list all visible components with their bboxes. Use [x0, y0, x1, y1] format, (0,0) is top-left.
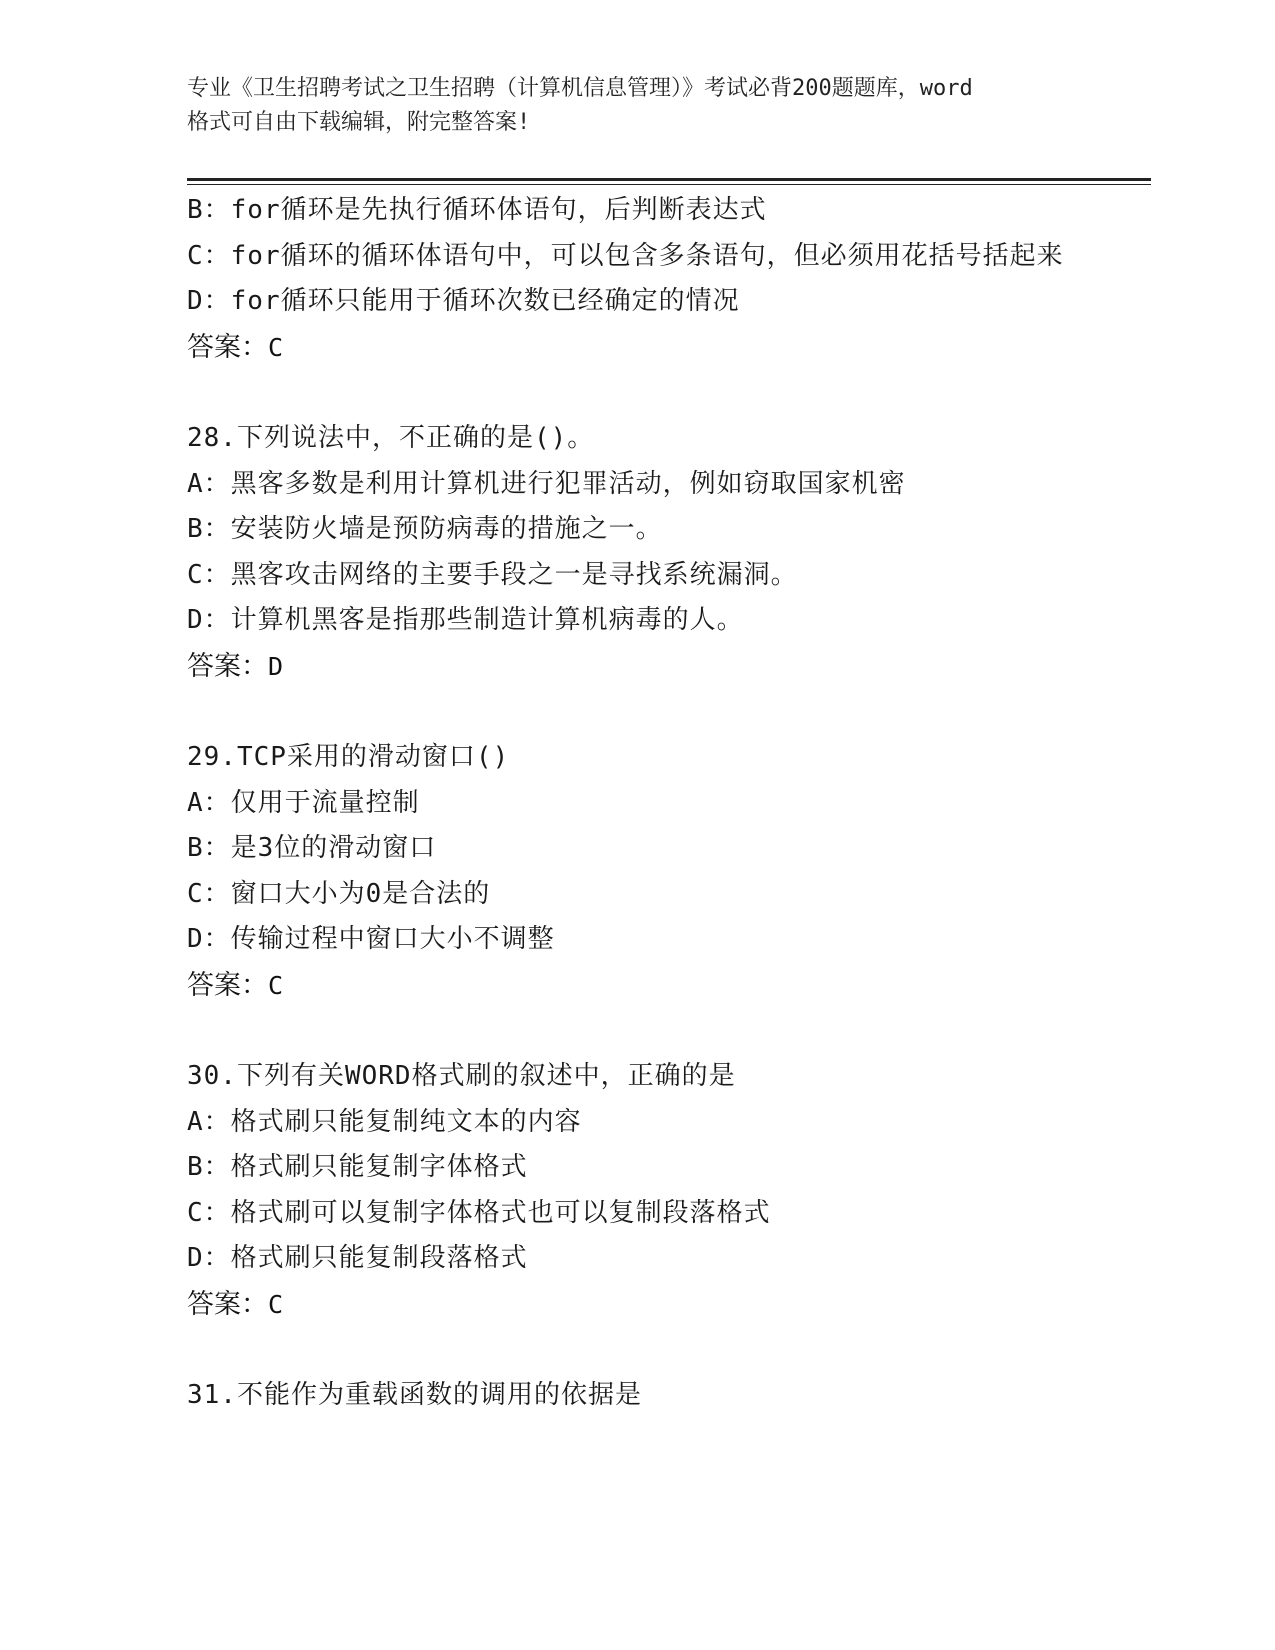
answer-value: D	[268, 651, 284, 681]
answer-value: C	[268, 1289, 284, 1319]
option-d: D：for循环只能用于循环次数已经确定的情况	[187, 286, 740, 316]
question-30	[187, 1054, 1087, 1327]
answer-line	[187, 1282, 1087, 1328]
question-31	[187, 1373, 1087, 1419]
question-stem: 28.下列说法中，不正确的是()。	[187, 423, 595, 453]
option-b: B：for循环是先执行循环体语句，后判断表达式	[187, 195, 767, 225]
header-divider-thick	[187, 178, 1151, 181]
option-b: B：格式刷只能复制字体格式	[187, 1152, 528, 1182]
answer-line	[187, 644, 1087, 690]
answer-line	[187, 963, 1087, 1009]
question-28	[187, 416, 1087, 689]
option-d: D：计算机黑客是指那些制造计算机病毒的人。	[187, 605, 744, 635]
option-d: D：格式刷只能复制段落格式	[187, 1243, 528, 1273]
option-d: D：传输过程中窗口大小不调整	[187, 924, 555, 954]
option-c: C：for循环的循环体语句中，可以包含多条语句，但必须用花括号括起来	[187, 240, 1064, 271]
option-a: A：仅用于流量控制	[187, 787, 420, 818]
option-a: A：格式刷只能复制纯文本的内容	[187, 1106, 582, 1137]
question-stem: 31.不能作为重载函数的调用的依据是	[187, 1380, 642, 1410]
answer-label: 答案：	[187, 1288, 268, 1320]
option-b: B：安装防火墙是预防病毒的措施之一。	[187, 514, 663, 544]
header-line-2: 格式可自由下载编辑，附完整答案!	[187, 110, 531, 135]
question-29	[187, 735, 1087, 1008]
question-list	[187, 188, 1087, 1419]
option-a: A：黑客多数是利用计算机进行犯罪活动，例如窃取国家机密	[187, 468, 906, 499]
question-stem: 29.TCP采用的滑动窗口()	[187, 742, 510, 772]
answer-value: C	[268, 332, 284, 362]
option-c: C：格式刷可以复制字体格式也可以复制段落格式	[187, 1197, 771, 1228]
answer-label: 答案：	[187, 650, 268, 682]
option-c: C：黑客攻击网络的主要手段之一是寻找系统漏洞。	[187, 559, 798, 590]
option-c: C：窗口大小为0是合法的	[187, 878, 491, 909]
option-b: B：是3位的滑动窗口	[187, 833, 437, 863]
answer-line	[187, 325, 1087, 371]
answer-label: 答案：	[187, 969, 268, 1001]
header-divider-thin	[187, 184, 1151, 185]
answer-value: C	[268, 970, 284, 1000]
answer-label: 答案：	[187, 331, 268, 363]
document-header	[187, 72, 1087, 140]
header-line-1: 专业《卫生招聘考试之卫生招聘（计算机信息管理）》考试必背200题题库，word	[187, 76, 973, 101]
question-27-continued	[187, 188, 1087, 370]
question-stem: 30.下列有关WORD格式刷的叙述中，正确的是	[187, 1061, 736, 1091]
